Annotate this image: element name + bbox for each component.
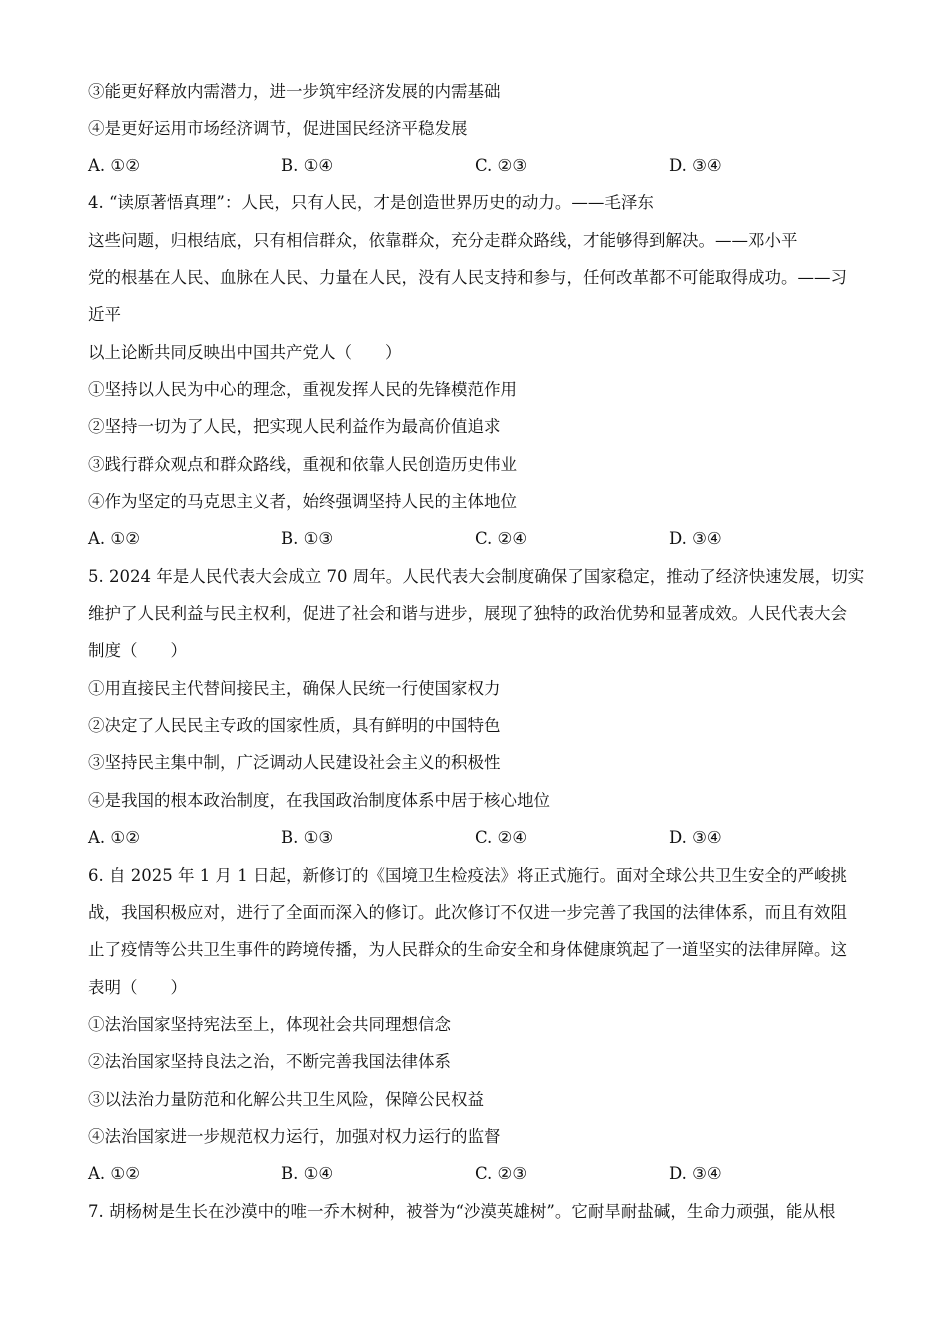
q5-option-d[interactable]: D. ③④ xyxy=(669,828,722,847)
q6-stem-line-4: 表明（ ） xyxy=(88,978,187,997)
q6-option-c[interactable]: C. ②③ xyxy=(475,1164,528,1183)
q3-option-c[interactable]: C. ②③ xyxy=(475,156,528,175)
q5-option-c[interactable]: C. ②④ xyxy=(475,828,528,847)
q5-option-a[interactable]: A. ①② xyxy=(88,828,140,847)
q4-options xyxy=(88,529,788,549)
q3-option-d[interactable]: D. ③④ xyxy=(669,156,722,175)
q5-item-3: ③坚持民主集中制，广泛调动人民建设社会主义的积极性 xyxy=(88,753,501,772)
q4-stem-line-2: 这些问题，归根结底，只有相信群众，依靠群众，充分走群众路线，才能够得到解决。——邓小平 xyxy=(88,231,798,250)
q3-options xyxy=(88,156,788,176)
q4-stem-line-1: 4. “读原著悟真理”：人民，只有人民，才是创造世界历史的动力。——毛泽东 xyxy=(88,193,654,212)
q4-option-c[interactable]: C. ②④ xyxy=(475,529,528,548)
q4-option-d[interactable]: D. ③④ xyxy=(669,529,722,548)
q4-stem-line-4: 近平 xyxy=(88,305,121,324)
q5-stem-line-1: 5. 2024 年是人民代表大会成立 70 周年。人民代表大会制度确保了国家稳定，推动了经济快速发展，切实 xyxy=(88,567,865,586)
q4-item-1: ①坚持以人民为中心的理念，重视发挥人民的先锋模范作用 xyxy=(88,380,517,399)
q6-item-3: ③以法治力量防范和化解公共卫生风险，保障公民权益 xyxy=(88,1090,484,1109)
q5-item-1: ①用直接民主代替间接民主，确保人民统一行使国家权力 xyxy=(88,679,501,698)
q5-item-4: ④是我国的根本政治制度，在我国政治制度体系中居于核心地位 xyxy=(88,791,550,810)
q4-item-4: ④作为坚定的马克思主义者，始终强调坚持人民的主体地位 xyxy=(88,492,517,511)
q4-option-a[interactable]: A. ①② xyxy=(88,529,140,548)
q4-item-2: ②坚持一切为了人民，把实现人民利益作为最高价值追求 xyxy=(88,417,501,436)
q6-option-b[interactable]: B. ①④ xyxy=(281,1164,334,1183)
q3-option-b[interactable]: B. ①④ xyxy=(281,156,334,175)
q7-stem-line-1: 7. 胡杨树是生长在沙漠中的唯一乔木树种，被誉为“沙漠英雄树”。它耐旱耐盐碱，生命力顽强，能从根 xyxy=(88,1202,836,1221)
q6-option-d[interactable]: D. ③④ xyxy=(669,1164,722,1183)
q4-stem-line-3: 党的根基在人民、血脉在人民、力量在人民，没有人民支持和参与，任何改革都不可能取得成功。——习 xyxy=(88,268,847,287)
q5-stem-line-2: 维护了人民利益与民主权利，促进了社会和谐与进步，展现了独特的政治优势和显著成效。人民代表大会 xyxy=(88,604,847,623)
q3-item-4: ④是更好运用市场经济调节，促进国民经济平稳发展 xyxy=(88,119,468,138)
q6-item-4: ④法治国家进一步规范权力运行，加强对权力运行的监督 xyxy=(88,1127,501,1146)
q6-item-2: ②法治国家坚持良法之治，不断完善我国法律体系 xyxy=(88,1052,451,1071)
q6-item-1: ①法治国家坚持宪法至上，体现社会共同理想信念 xyxy=(88,1015,451,1034)
q5-item-2: ②决定了人民民主专政的国家性质，具有鲜明的中国特色 xyxy=(88,716,501,735)
q5-stem-line-3: 制度（ ） xyxy=(88,641,187,660)
q6-stem-line-1: 6. 自 2025 年 1 月 1 日起，新修订的《国境卫生检疫法》将正式施行。面对全球公共卫生安全的严峻挑 xyxy=(88,866,847,885)
q4-stem-line-5: 以上论断共同反映出中国共产党人（ ） xyxy=(88,343,402,362)
q5-option-b[interactable]: B. ①③ xyxy=(281,828,334,847)
q6-options xyxy=(88,1164,788,1184)
q6-stem-line-2: 战，我国积极应对，进行了全面而深入的修订。此次修订不仅进一步完善了我国的法律体系，而且有效阻 xyxy=(88,903,847,922)
q4-option-b[interactable]: B. ①③ xyxy=(281,529,334,548)
q5-options xyxy=(88,828,788,848)
q6-stem-line-3: 止了疫情等公共卫生事件的跨境传播，为人民群众的生命安全和身体健康筑起了一道坚实的法律屏障。这 xyxy=(88,940,847,959)
q4-item-3: ③践行群众观点和群众路线，重视和依靠人民创造历史伟业 xyxy=(88,455,517,474)
q6-option-a[interactable]: A. ①② xyxy=(88,1164,140,1183)
q3-item-3: ③能更好释放内需潜力，进一步筑牢经济发展的内需基础 xyxy=(88,82,501,101)
q3-option-a[interactable]: A. ①② xyxy=(88,156,140,175)
